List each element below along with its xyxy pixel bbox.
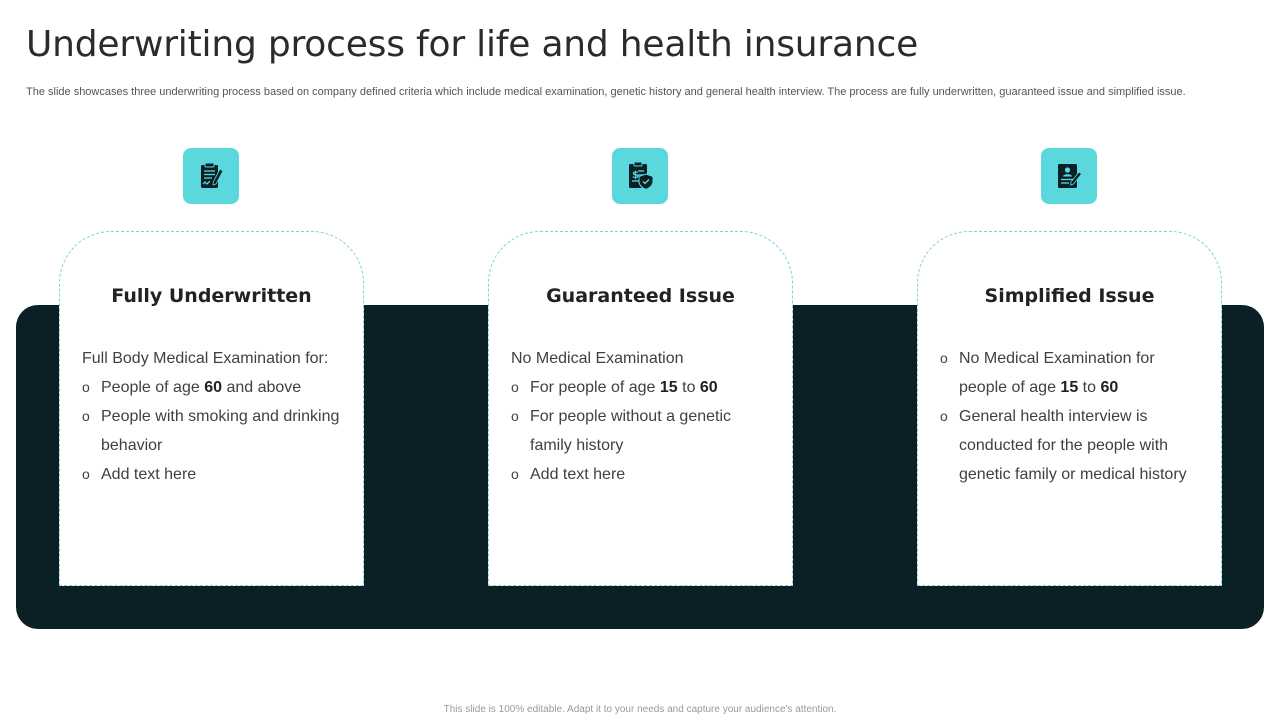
card-fully-underwritten — [59, 231, 364, 586]
page-title: Underwriting process for life and health insurance — [26, 24, 919, 65]
card-title: Simplified Issue — [984, 285, 1155, 307]
list-item: o People of age 60 and above — [82, 373, 347, 402]
card-guaranteed-issue — [488, 231, 793, 586]
list-item: o No Medical Examination for people of age 15 to 60 — [940, 344, 1205, 402]
card-list — [940, 344, 1205, 489]
card-list — [82, 373, 347, 489]
page-subtitle: The slide showcases three underwriting process based on company defined criteria which include medical examination, genetic history and general health interview. The process are fully underwritten, guaranteed issue and simplified issue. — [26, 86, 1186, 98]
card-title: Guaranteed Issue — [546, 285, 735, 307]
list-item: o People with smoking and drinking behavior — [82, 402, 347, 460]
card-lead: No Medical Examination — [511, 350, 684, 367]
list-item: o General health interview is conducted for the people with genetic family or medical history — [940, 402, 1205, 489]
list-item: o For people without a genetic family history — [511, 402, 776, 460]
list-item: o For people of age 15 to 60 — [511, 373, 776, 402]
svg-text:$: $ — [632, 170, 639, 181]
list-item: o Add text here — [82, 460, 347, 489]
insurance-document-shield-icon — [612, 148, 668, 204]
card-simplified-issue — [917, 231, 1222, 586]
clipboard-pen-icon — [183, 148, 239, 204]
list-item: o Add text here — [511, 460, 776, 489]
card-title: Fully Underwritten — [111, 285, 312, 307]
card-body — [511, 344, 776, 489]
card-lead: Full Body Medical Examination for: — [82, 350, 329, 367]
card-body — [82, 344, 347, 489]
footer-note: This slide is 100% editable. Adapt it to your needs and capture your audience's attention. — [443, 704, 837, 715]
profile-document-pen-icon — [1041, 148, 1097, 204]
card-body — [940, 344, 1205, 489]
card-list — [511, 373, 776, 489]
